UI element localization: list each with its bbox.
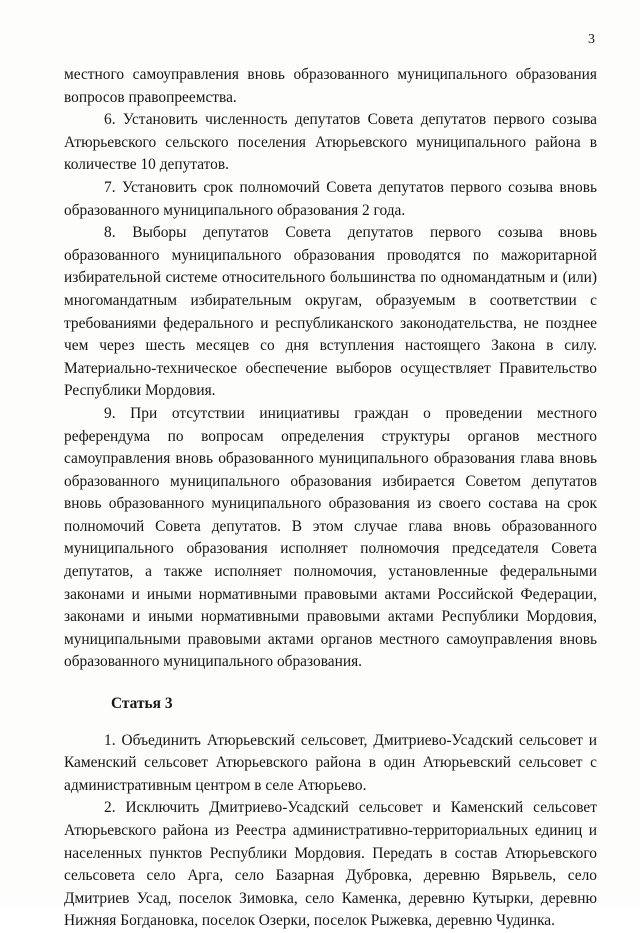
paragraph-item-6: 6. Установить численность депутатов Совета депутатов первого созыва Атюрьевского сельского поселения Атюрьевского муниципального района в количестве 10 депутатов.: [64, 111, 597, 174]
paragraph-item-8: 8. Выборы депутатов Совета депутатов первого созыва вновь образованного муниципального образования проводятся по мажоритарной избирательной системе относительного большинства по одномандатным и (или) многомандатным избирательным округам, образуемым в соответствии с требованиями федерального и республиканского законодательства, не позднее чем через шесть месяцев со дня вступления настоящего Закона в силу. Материально-техническое обеспечение выборов осуществляет Правительство Республики Мордовия.: [64, 224, 597, 400]
article-3-paragraph-1: 1. Объединить Атюрьевский сельсовет, Дмитриево-Усадский сельсовет и Каменский сельсовет Атюрьевского района в один Атюрьевский сельсовет с административным центром в селе Атюрьево.: [64, 731, 597, 794]
paragraph-item-9: 9. При отсутствии инициативы граждан о проведении местного референдума по вопросам определения структуры органов местного самоуправления вновь образованного муниципального образования глава вновь образованного муниципального образования избирается Советом депутатов вновь образованного муниципального образования из своего состава на срок полномочий Совета депутатов. В этом случае глава вновь образованного муниципального образования исполняет полномочия председателя Совета депутатов, а также исполняет полномочия, установленные федеральными законами и иными нормативными правовыми актами Российской Федерации, законами и иными нормативными правовыми актами Республики Мордовия, муниципальными правовыми актами органов местного самоуправления вновь образованного муниципального образования.: [64, 404, 597, 671]
article-3-paragraph-2: 2. Исключить Дмитриево-Усадский сельсовет и Каменский сельсовет Атюрьевского района из Реестра административно-территориальных единиц и населенных пунктов Республики Мордовия. Передать в состав Атюрьевского сельсовета село Арга, село Базарная Дубровка, деревню Вярьвель, село Дмитриев Усад, поселок Зимовка, село Каменка, деревню Кутырки, деревню Нижняя Богдановка, поселок Озерки, поселок Рыжевка, деревню Чудинка.: [64, 799, 597, 930]
paragraph-continuation: местного самоуправления вновь образованного муниципального образования вопросов правопреемства.: [64, 66, 597, 106]
article-heading: Статья 3: [111, 695, 173, 713]
page-number: 3: [588, 32, 595, 47]
paragraph-item-7: 7. Установить срок полномочий Совета депутатов первого созыва вновь образованного муниципального образования 2 года.: [64, 178, 597, 219]
document-body: [64, 64, 597, 933]
